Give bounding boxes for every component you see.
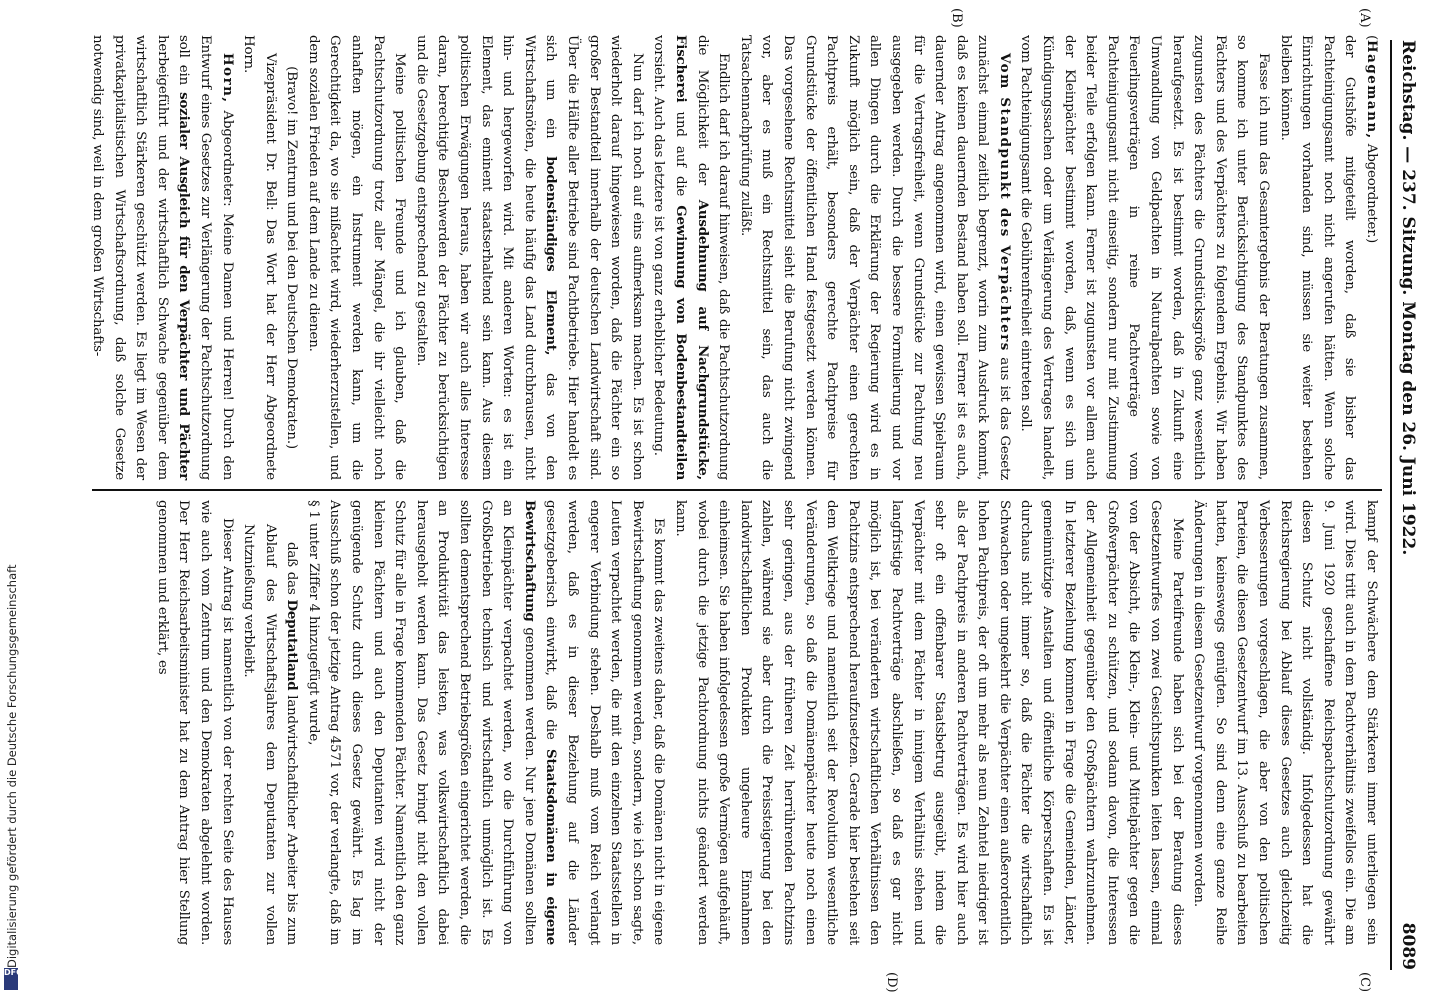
paragraph: Meine Parteifreunde haben sich bei der Beratung dieses Gesetzentwurfes von zwei Gesichtspunkten leiten lassen, einmal von der Absicht, die Klein-, Klein- und Mittelpächter gegen die Großverpächter zu schützen, und sodann davon, die Interessen der Allgemeinheit gegenüber den Großpächtern wahrzunehmen. In letzterer Beziehung kommen in Frage die Gemeinden, Länder, gemeinnützige Anstalten und öffentliche Körperschaften. Es ist durchaus nicht immer so, daß die Pächter die wirtschaftlich Schwachen oder umgekehrt die Verpächter einen außerordentlich hohen Pachtpreis, der oft um mehr als neun Zehntel niedriger ist als der Pachtpreis in anderen Pachtverträgen. Es wird hier auch sehr oft ein offenbarer Staatsbetrug ausgeübt, indem die Verpächter mit dem Pächter in innigem Verhältnis stehen und langfristige Pachtverträge abschließen, so daß es gar nicht möglich ist, bei veränderten wirtschaftlichen Verhältnissen den Pachtzins entsprechend heraufzusetzen. Gerade hier bestehen seit dem Weltkriege und namentlich seit der Revolution wesentliche Veränderungen, so daß die Domänenpächter heute noch einen sehr geringen, aus der früheren Zeit herrührenden Pachtzins zahlen, während sie aber durch die Preissteigerung bei den landwirtschaftlichen Produkten ungeheure Einnahmen einheimsen. Sie haben infolgedessen große Vermögen aufgehäuft, wobei durch die jetzige Pachtordnung nichts geändert werden kann. bbox=[673, 500, 1185, 945]
speaker-name: Hagemann, bbox=[1364, 40, 1380, 140]
paragraph: Dieser Antrag ist namentlich von der rechten Seite des Hauses wie auch vom Zentrum und den Demokraten abgelehnt worden. Der Herr Reichsarbeitsminister hat zu dem Antrag hier Stellung genommen und erklärt, es bbox=[154, 500, 235, 945]
text-run: Endlich darf ich darauf hinweisen, daß die Pachtschutzordnung die Möglichkeit der bbox=[694, 35, 732, 480]
paragraph bbox=[410, 35, 648, 480]
paragraph: Meine politischen Freunde und ich glauben, daß die Pachtschutzordnung trotz aller Mängel, die ihr vielleicht noch anhaften mögen, ein Instrument werden kann, um die Gerechtigkeit da, wo sie mißachtet wird, wiederherzustellen, und dem sozialen Frieden auf dem Lande zu dienen. bbox=[305, 35, 408, 480]
text-run: daß das bbox=[284, 542, 300, 595]
header-title: Reichstag. — 237. Sitzung. Montag den 26. Juni 1922. bbox=[1398, 40, 1418, 556]
emphasis: Staatsdomänen in eigene Bewirtschaftung bbox=[521, 500, 560, 945]
text-run: das von den Wirtschaftsnöten, die heute häufig das Land durchbrausen, nicht hin- und hergeworfen wird. Mit anderen Worten: es ist ein Element, das eminent staatserhaltend sein kann. Aus diesem politischen Erwägungen heraus, haben wir auch alles Interesse daran, berechtigte Beschwerden der Pächter zu berücksichtigen und die Gesetzgebung entsprechend zu gestalten. bbox=[413, 35, 559, 480]
text-run: und auf die bbox=[673, 111, 688, 197]
emphasis: Ausdehnung auf Nachgrundstücke, Fischerei bbox=[673, 35, 711, 480]
emphasis: bodenständiges Element, bbox=[543, 156, 560, 356]
page-header bbox=[1390, 40, 1422, 970]
speaker-role: Abgeordneter.) bbox=[1364, 143, 1379, 244]
text-run: Abgeordneter: Meine Damen und Herren! Durch den Entwurf eines Gesetzes zur Verlängerung der Pachtschutzordnung soll ein bbox=[176, 35, 235, 480]
paragraph bbox=[86, 35, 237, 480]
emphasis: sozialer Ausgleich für den Verpächter und Pächter bbox=[176, 92, 193, 480]
margin-marker-c: (C) bbox=[1357, 972, 1372, 993]
digitization-credit: Digitalisierung gefördert durch die Deutsche Forschungsgemeinschaft bbox=[5, 564, 19, 968]
emphasis: Vom Standpunkt des Verpächters bbox=[996, 53, 1013, 352]
text-run: aus ist das Gesetz zunächst einmal zeitlich begrenzt, worin zum Ausdruck kommt, daß es keinen dauernden Bestand haben soll. Ferner ist es auch, dauernder Antrag angenommen wird, einen gewissen Spielraum für die Vertragsfreiheit, wenn Grundstücke zur Pachtung neu ausgegeben werden. Durch die bessere Formulierung und vor allen Dingen durch die Erklärung der Regierung wird es in Zukunft möglich sein, daß der Verpächter einen gerechten Pachtpreis erhält, besonders gerechte Pachtpreise für Grundstücke der öffentlichen Hand festgesetzt werden können. Das vorgesehene Rechtsmittel sieht die Berufung nicht zwingend vor, aber es muß ein Rechtsmittel sein, das auch die Tatsachennachprüfung zuläßt. bbox=[737, 35, 1012, 481]
paragraph: kampf der Schwächere dem Stärkeren immer unterliegen sein wird. Dies tritt auch in dem Pachtverhältnis zweifellos ein. Die am 9. Juni 1920 geschaffene Reichspachtschutzordnung gewährt diesen Schutz nicht vollständig. Infolgedessen hat die Reichsregierung bei Ablauf dieses Gesetzes auch gleichzeitig Verbesserungen vorgeschlagen, die aber von den politischen Parteien, die diesen Gesetzentwurf im 13. Ausschuß zu bearbeiten hatten, keineswegs genügten. So sind denn eine ganze Reihe Änderungen in diesem Gesetzentwurf vorgenommen worden. bbox=[1191, 500, 1379, 945]
paragraph bbox=[302, 500, 669, 945]
text-run: genommen werden. Nur jene Domänen sollten an Kleinpächter verpachtet werden, wo die Durchführung von Großbetrieben technisch und wirtschaftlich unmöglich ist. Es sollten dementsprechend Betriebsgrößen eingerichtet werden, die an Produktivität das leisten, was volkswirtschaftlich dabei herausgeholt werden kann. Das Gesetz bringt nicht den vollen Schutz für alle in Frage kommenden Pächter. Namentlich den ganz kleinen Pächtern und auch den Deputanten wird nicht der genügende Schutz durch dieses Gesetz gewährt. Es lag im Ausschuß schon der jetzige Antrag 4571 vor, der verlangte, daß im § 1 unter Ziffer 4 hinzugefügt wurde, bbox=[305, 500, 537, 945]
document-page bbox=[75, 0, 1434, 1000]
paragraph: der Gutshöfe mitgeteilt worden, daß sie bisher das Pachteinigungsamt noch nicht angerufen hätten. Wenn solche Einrichtungen vorhanden sind, müssen sie weiter bestehen bleiben können. bbox=[1277, 35, 1358, 480]
paragraph: Vizepräsident Dr. Bell: Das Wort hat der Herr Abgeordnete Horn. bbox=[241, 35, 278, 480]
margin-marker-a: (A) bbox=[1357, 8, 1372, 28]
text-run: Es kommt das zweitens daher, daß die Domänen nicht in eigene Bewirtschaftung genommen werden, sondern, wie ich schon sagte, Leuten verpachtet werden, die mit den einzelnen Staatsstellen in engerer Verbindung stehen. Deshalb muß vom Reich verlangt werden, daß es in dieser Beziehung auf die Länder gesetzgeberisch einwirkt, daß die bbox=[543, 500, 667, 945]
quoted-motion bbox=[238, 500, 303, 945]
text-run: herbeigeführt und der wirtschaftlich Schwache gegenüber dem wirtschaftlich Stärkeren geschützt werden. Es liegt im Wesen der privatkapitalistischen Wirtschaftsordnung, daß solche Gesetze notwendig sind, weil in dem großen Wirtschafts- bbox=[89, 35, 170, 480]
paragraph bbox=[734, 35, 1015, 480]
text-run: Nun darf ich noch auf eins aufmerksam machen. Es ist schon wiederholt darauf hingewiesen worden, daß die Pächter ein so großer Bestandteil innerhalb der deutschen Landwirtschaft sind. Über die Hälfte aller Betriebe sind Pachtbetriebe. Hier handelt es sich um ein bbox=[543, 35, 645, 480]
text-run: vorsieht. Auch das letztere ist von ganz erheblicher Bedeutung. bbox=[651, 35, 667, 456]
margin-marker-b: (B) bbox=[949, 8, 964, 28]
emphasis: Gewinnung von Bodenbestandteilen bbox=[673, 205, 689, 480]
paragraph bbox=[648, 35, 734, 480]
emphasis: Deputatland bbox=[284, 599, 301, 691]
left-column bbox=[89, 35, 1382, 481]
page-number: 8089 bbox=[1398, 922, 1418, 970]
column-divider bbox=[92, 489, 1382, 491]
applause-note: (Bravo! im Zentrum und bei den Deutschen Demokraten.) bbox=[284, 66, 300, 449]
text-run: landwirtschaftlicher Arbeiter bis zum Ablauf des Wirtschaftsjahres dem Deputanten zur vollen Nutznießung verbleibt. bbox=[241, 524, 300, 945]
paragraph: Fasse ich nun das Gesamtergebnis der Beratungen zusammen, so komme ich unter Berücksichtigung des Standpunktes des Pächters und des Verpächters zu folgendem Ergebnis. Wir haben zugunsten des Pächters die Grundstücksgröße ganz wesentlich heraufgesetzt. Es ist bestimmt worden, daß in Zukunft eine Umwandlung von Geldpachten in Naturalpachten sowie von Feuerlingsverträgen in reine Pachtverträge vom Pachteinigungsamt nicht einseitig, sondern nur mit Zustimmung beider Teile erfolgen kann. Ferner ist zugunsten vor allem auch der Kleinpächter bestimmt worden, daß, wenn es sich um Kündigungssachen oder um Verlängerung des Vertrages handelt, vom Pachteinigungsamt die Gebührenfreiheit eintreten soll. bbox=[1018, 35, 1272, 480]
dfg-logo: DFG bbox=[4, 968, 18, 990]
margin-marker-d: (D) bbox=[884, 972, 899, 993]
speaker-name: Horn, bbox=[219, 53, 236, 104]
right-column bbox=[92, 500, 1382, 945]
paragraph: (Hagemann, Abgeordneter.) bbox=[1364, 35, 1380, 244]
